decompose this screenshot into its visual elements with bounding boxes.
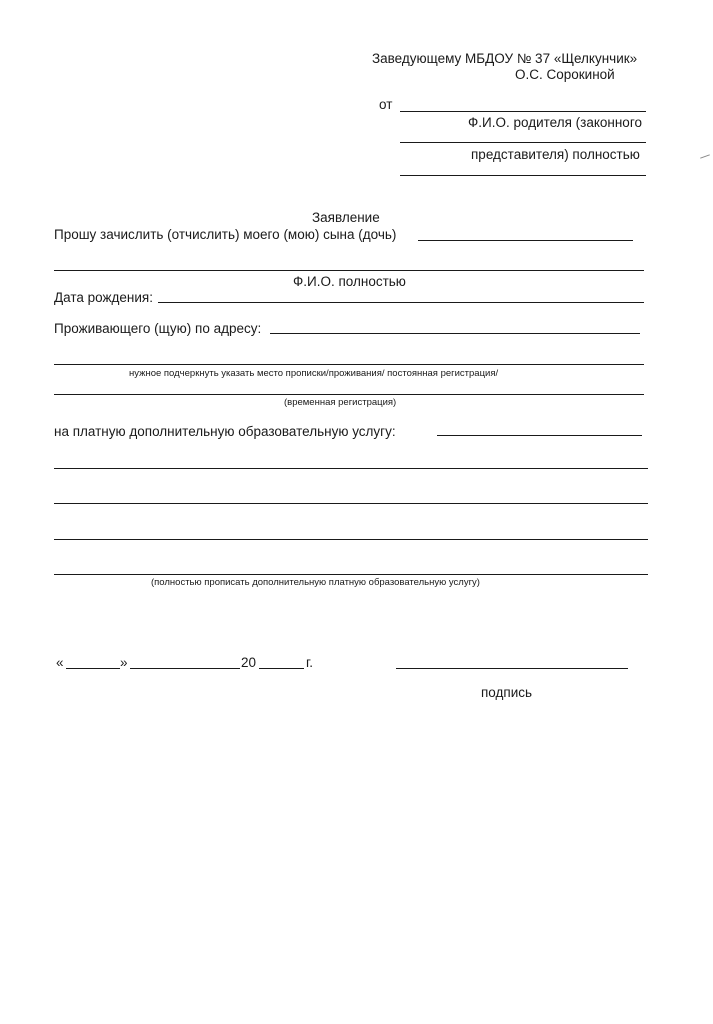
date-quote-close: » <box>120 655 128 670</box>
address-label: Проживающего (щую) по адресу: <box>54 321 262 336</box>
scan-speck <box>700 154 710 158</box>
service-line-4[interactable] <box>54 539 648 540</box>
parent-name-line-1[interactable] <box>400 111 646 112</box>
request-text: Прошу зачислить (отчислить) моего (мою) сына (дочь) <box>54 227 397 242</box>
request-line-1[interactable] <box>418 240 633 241</box>
birth-date-line[interactable] <box>158 302 644 303</box>
service-caption: (полностью прописать дополнительную платную образовательную услугу) <box>151 577 480 588</box>
address-line-1[interactable] <box>270 333 640 334</box>
address-note-2: (временная регистрация) <box>284 397 397 408</box>
signature-caption: подпись <box>481 685 533 700</box>
service-line-2[interactable] <box>54 468 648 469</box>
service-label: на платную дополнительную образовательную услугу: <box>54 424 396 439</box>
date-day-line[interactable] <box>66 668 120 669</box>
document-title: Заявление <box>312 210 380 225</box>
service-line-5[interactable] <box>54 574 648 575</box>
child-name-caption: Ф.И.О. полностью <box>293 274 406 289</box>
child-name-line[interactable] <box>54 270 644 271</box>
date-year-prefix: 20 <box>241 655 257 670</box>
parent-name-line-2[interactable] <box>400 142 646 143</box>
address-line-3[interactable] <box>54 394 644 395</box>
signature-line[interactable] <box>396 668 628 669</box>
date-year-line[interactable] <box>259 668 304 669</box>
from-label: от <box>379 97 393 112</box>
addressee-line-1: Заведующему МБДОУ № 37 «Щелкунчик» <box>372 51 638 66</box>
parent-caption-1: Ф.И.О. родителя (законного <box>468 115 642 130</box>
date-month-line[interactable] <box>130 668 240 669</box>
date-year-suffix: г. <box>306 655 314 670</box>
service-line-1[interactable] <box>437 435 642 436</box>
address-line-2[interactable] <box>54 364 644 365</box>
date-quote-open: « <box>56 655 64 670</box>
parent-caption-2: представителя) полностью <box>471 147 640 162</box>
birth-date-label: Дата рождения: <box>54 290 153 305</box>
service-line-3[interactable] <box>54 503 648 504</box>
addressee-line-2: О.С. Сорокиной <box>515 67 615 82</box>
parent-name-line-3[interactable] <box>400 175 646 176</box>
address-note: нужное подчеркнуть указать место прописки/проживания/ постоянная регистрация/ <box>129 368 499 379</box>
